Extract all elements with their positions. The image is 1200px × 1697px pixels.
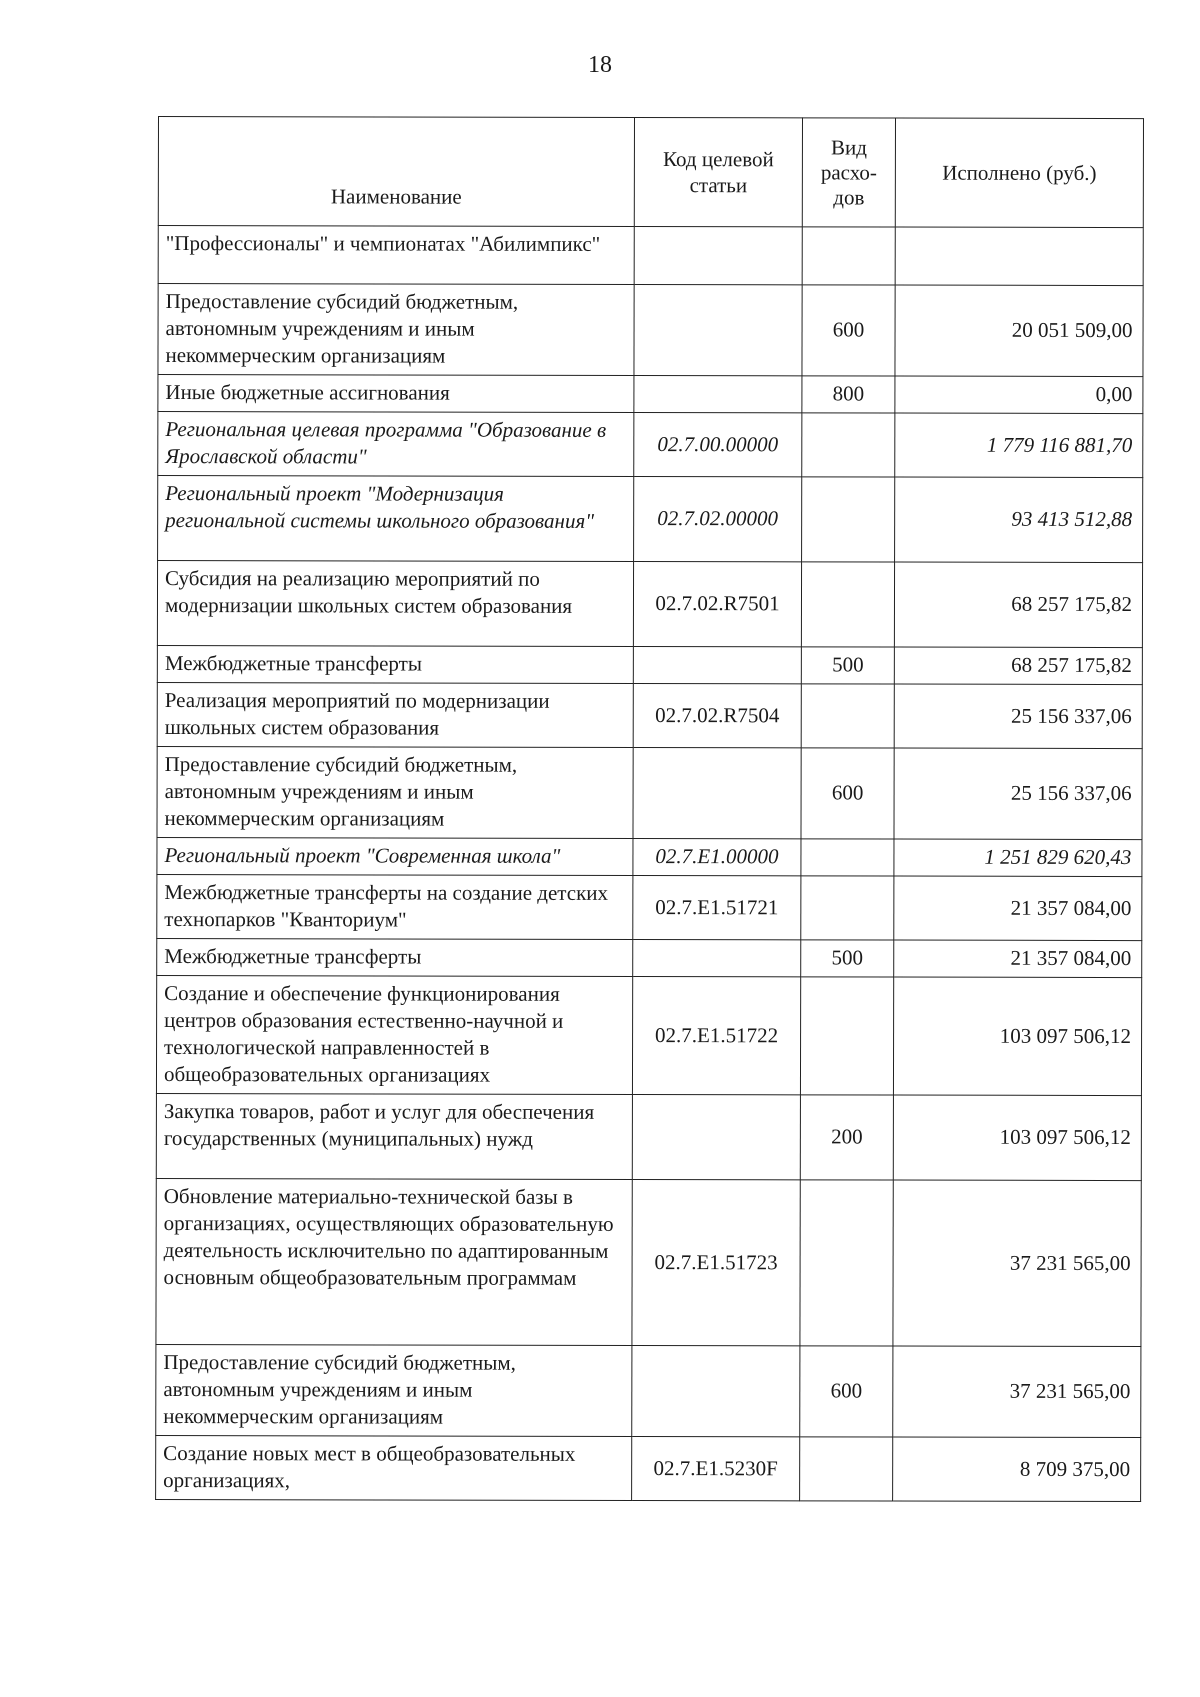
row-name: Межбюджетные трансферты на создание детских технопарков "Кванториум" <box>157 874 633 939</box>
row-amount: 37 231 565,00 <box>893 1346 1141 1438</box>
row-amount <box>895 227 1143 286</box>
row-amount: 8 709 375,00 <box>893 1437 1141 1502</box>
table-row <box>157 746 1142 839</box>
row-kind <box>800 977 893 1095</box>
budget-execution-table <box>155 116 1144 1502</box>
table-row <box>158 226 1143 286</box>
row-kind <box>802 413 895 477</box>
row-code: 02.7.02.R7504 <box>633 683 801 747</box>
row-kind <box>800 1180 893 1346</box>
row-code: 02.7.02.00000 <box>634 476 802 561</box>
row-amount: 1 251 829 620,43 <box>894 839 1142 877</box>
row-kind: 800 <box>802 376 895 413</box>
row-kind <box>801 876 894 940</box>
row-name: Предоставление субсидий бюджетным, автономным учреждениям и иным некоммерческим организациям <box>158 284 634 376</box>
row-code <box>632 1345 800 1436</box>
row-kind <box>801 684 894 748</box>
table-row <box>157 938 1142 977</box>
row-name: Региональная целевая программа "Образование в Ярославской области" <box>158 412 634 477</box>
row-name: Субсидия на реализацию мероприятий по модернизации школьных систем образования <box>157 561 633 647</box>
row-kind <box>800 1437 893 1501</box>
row-name: Региональный проект "Современная школа" <box>157 837 633 875</box>
row-code <box>633 939 801 976</box>
row-name: Межбюджетные трансферты <box>157 645 633 683</box>
header-expense-type: Вид расхо-дов <box>802 118 895 227</box>
row-name: Межбюджетные трансферты <box>157 938 633 976</box>
row-amount: 20 051 509,00 <box>895 285 1143 377</box>
row-amount: 68 257 175,82 <box>894 562 1142 648</box>
row-code <box>634 226 802 284</box>
row-kind <box>802 227 895 285</box>
table-row <box>157 837 1142 876</box>
row-code: 02.7.00.00000 <box>634 412 802 476</box>
row-amount: 103 097 506,12 <box>893 977 1141 1096</box>
row-name: Реализация мероприятий по модернизации школьных систем образования <box>157 682 633 747</box>
row-amount: 93 413 512,88 <box>895 477 1143 563</box>
row-name: Создание новых мест в общеобразовательных организациях, <box>156 1435 632 1500</box>
row-code: 02.7.E1.51722 <box>632 976 800 1094</box>
table-row <box>158 284 1143 377</box>
table-row <box>157 874 1142 940</box>
page-number: 18 <box>588 52 612 78</box>
row-name: Обновление материально-технической базы в организациях, осуществляющих образовательную деятельность исключительно по адаптированным основным общеобразовательным программам <box>156 1178 632 1345</box>
row-code: 02.7.E1.51721 <box>633 875 801 939</box>
row-name: "Профессионалы" и чемпионатах "Абилимпикс" <box>158 226 634 285</box>
table-row <box>158 476 1143 563</box>
table-row <box>156 975 1141 1095</box>
table-row <box>156 1093 1141 1180</box>
table-row <box>157 561 1142 648</box>
header-target-code: Код целевой статьи <box>634 117 802 226</box>
header-executed-amount: Исполнено (руб.) <box>895 118 1143 228</box>
row-amount: 37 231 565,00 <box>893 1180 1141 1347</box>
row-code <box>634 284 802 375</box>
row-name: Создание и обеспечение функционирования центров образования естественно-научной и технологической направленностей в общеобразовательных организациях <box>156 975 632 1094</box>
row-kind <box>801 562 894 647</box>
row-code: 02.7.E1.00000 <box>633 838 801 875</box>
table-header-row <box>158 117 1143 228</box>
row-amount: 103 097 506,12 <box>893 1095 1141 1181</box>
row-amount: 21 357 084,00 <box>894 940 1142 978</box>
table-row <box>157 682 1142 748</box>
header-name: Наименование <box>158 117 634 227</box>
row-amount: 0,00 <box>895 376 1143 414</box>
table-row <box>156 1344 1141 1437</box>
row-code <box>634 375 802 412</box>
row-amount: 25 156 337,06 <box>894 748 1142 840</box>
row-kind: 600 <box>802 285 895 376</box>
row-name: Региональный проект "Модернизация региональной системы школьного образования" <box>158 476 634 562</box>
row-kind <box>802 477 895 562</box>
row-code <box>632 1094 800 1179</box>
row-kind: 200 <box>800 1095 893 1180</box>
row-amount: 68 257 175,82 <box>894 647 1142 685</box>
row-name: Иные бюджетные ассигнования <box>158 375 634 413</box>
row-amount: 21 357 084,00 <box>894 876 1142 941</box>
table-row <box>156 1435 1141 1501</box>
table-row <box>156 1178 1141 1346</box>
row-amount: 25 156 337,06 <box>894 684 1142 749</box>
row-kind: 500 <box>801 647 894 684</box>
row-code: 02.7.E1.5230F <box>632 1436 800 1500</box>
row-code: 02.7.E1.51723 <box>632 1179 800 1345</box>
row-name: Предоставление субсидий бюджетным, автономным учреждениям и иным некоммерческим организациям <box>156 1344 632 1436</box>
row-kind <box>801 839 894 876</box>
row-kind: 600 <box>801 748 894 839</box>
row-amount: 1 779 116 881,70 <box>895 413 1143 478</box>
row-kind: 600 <box>800 1346 893 1437</box>
table-row <box>157 645 1142 684</box>
row-code <box>633 747 801 838</box>
row-code: 02.7.02.R7501 <box>633 561 801 646</box>
row-kind: 500 <box>801 940 894 977</box>
row-name: Закупка товаров, работ и услуг для обеспечения государственных (муниципальных) нужд <box>156 1093 632 1179</box>
row-code <box>633 646 801 683</box>
table-row <box>158 412 1143 478</box>
row-name: Предоставление субсидий бюджетным, автономным учреждениям и иным некоммерческим организациям <box>157 746 633 838</box>
table-row <box>158 375 1143 414</box>
